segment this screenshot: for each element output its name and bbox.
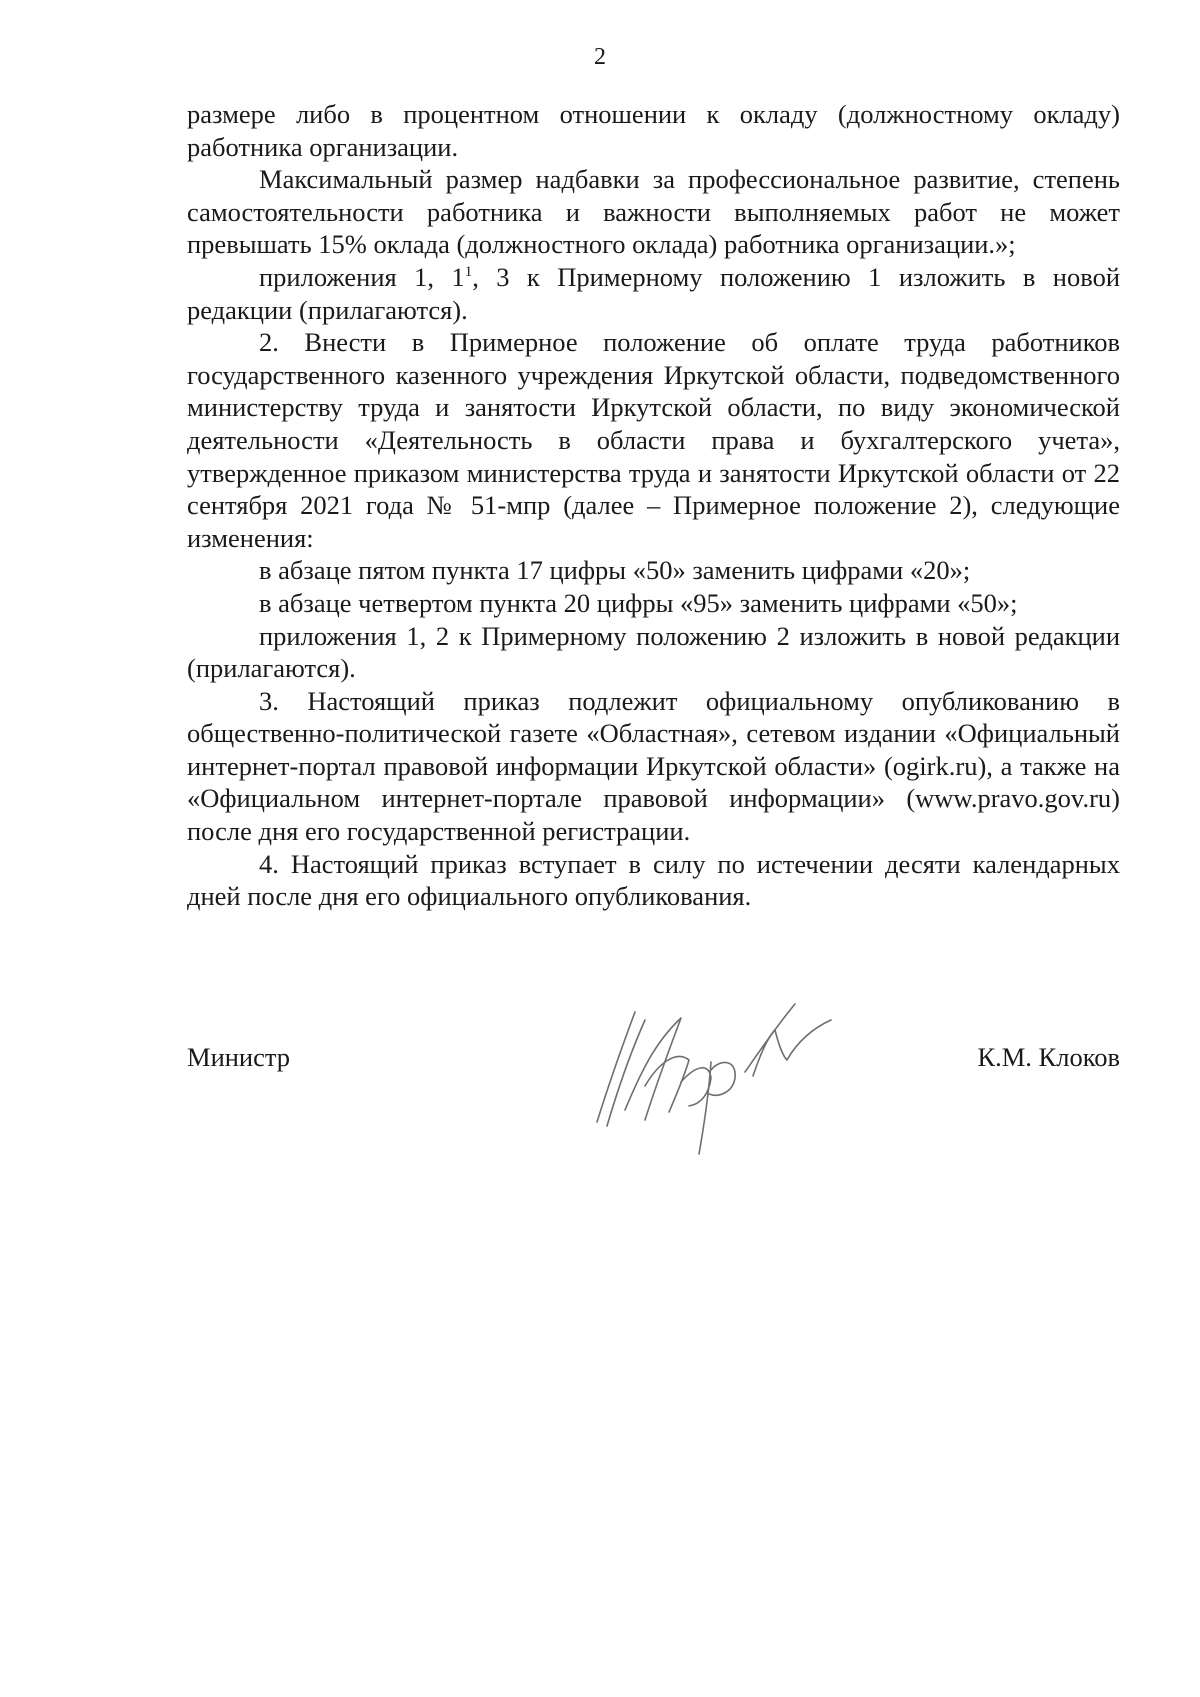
paragraph-item-3: 3. Настоящий приказ подлежит официальному опубликованию в общественно-политической газете «Областная», сетевом издании «Официальный интернет-портал правовой информации Иркутской области» (ogirk.ru), а также на «Официальном интернет-портале правовой информации» (www.pravo.gov.ru) после дня его государственной регистрации. xyxy=(187,685,1120,847)
signatory-title: Министр xyxy=(187,1042,291,1072)
document-body xyxy=(187,98,1120,913)
appendices-1-text-start: приложения 1, 1 xyxy=(259,261,465,292)
paragraph-item-2: 2. Внести в Примерное положение об оплате труда работников государственного казенного учреждения Иркутской области, подведомственного министерству труда и занятости Иркутской области, по виду экономической деятельности «Деятельность в области права и бухгалтерского учета», утвержденное приказом министерства труда и занятости Иркутской области от 22 сентября 2021 года № 51-мпр (далее – Примерное положение 2), следующие изменения: xyxy=(187,327,1120,553)
paragraph-max-allowance: Максимальный размер надбавки за профессиональное развитие, степень самостоятельности работника и важности выполняемых работ не может превышать 15% оклада (должностного оклада) работника организации.»; xyxy=(187,164,1120,260)
appendices-1-text-end: , 3 к Примерному положению 1 изложить в новой редакции (прилагаются). xyxy=(187,261,1121,325)
handwritten-signature xyxy=(585,990,865,1160)
paragraph-change-item-20: в абзаце четвертом пункта 20 цифры «95» заменить цифрами «50»; xyxy=(259,587,1018,618)
page-number: 2 xyxy=(594,44,606,70)
paragraph-change-item-17: в абзаце пятом пункта 17 цифры «50» заменить цифрами «20»; xyxy=(259,555,971,586)
signatory-name: К.М. Клоков xyxy=(977,1042,1120,1072)
paragraph-item-4: 4. Настоящий приказ вступает в силу по истечении десяти календарных дней после дня его официального опубликования. xyxy=(187,848,1120,912)
paragraph-appendices-1 xyxy=(187,261,1120,326)
paragraph-appendices-2: приложения 1, 2 к Примерному положению 2 изложить в новой редакции (прилагаются). xyxy=(187,620,1120,684)
appendices-1-superscript: 1 xyxy=(464,263,473,280)
paragraph-continuation: размере либо в процентном отношении к окладу (должностному окладу) работника организации. xyxy=(187,99,1120,162)
